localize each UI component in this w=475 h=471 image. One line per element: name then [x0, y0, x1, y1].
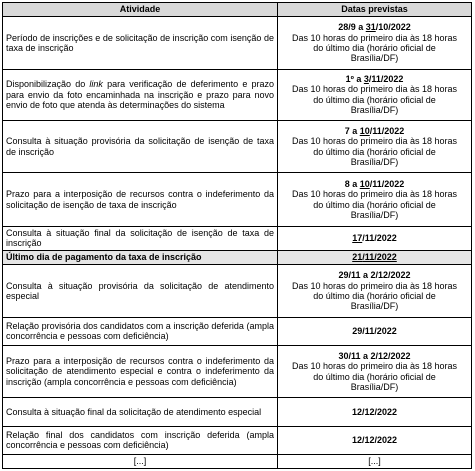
time-line: do último dia (horário oficial de: [313, 290, 436, 301]
date-range: 28/9 a 31/10/2022: [338, 22, 411, 33]
activity-cell: Consulta à situação provisória da solicitação de isenção de taxa de inscrição: [3, 120, 278, 172]
time-line: Brasília/DF): [350, 301, 399, 312]
activity-cell: Relação final dos candidatos com inscrição deferida (ampla concorrência e pessoas com deficiência): [3, 426, 278, 454]
time-line: Brasília/DF): [350, 157, 399, 167]
table-row: [3, 426, 472, 454]
time-line: Brasília/DF): [350, 105, 399, 116]
table-row: [3, 226, 472, 250]
date-cell: [278, 173, 472, 226]
activity-cell: [...]: [3, 454, 278, 468]
table-row: [3, 454, 472, 468]
activity-cell: Consulta à situação final da solicitação de isenção de taxa de inscrição: [3, 226, 278, 250]
schedule-document: [2, 2, 471, 469]
date-cell: [278, 345, 472, 397]
activity-cell: Prazo para a interposição de recursos contra o indeferimento da solicitação de atendimento especial e contra o indeferimento da inscrição (ampla concorrência e pessoas com deficiência): [3, 345, 278, 397]
date-range: 30/11 a 2/12/2022: [338, 350, 411, 361]
time-line: do último dia (horário oficial de: [313, 371, 436, 382]
date-range: 7 a 10/11/2022: [344, 126, 405, 137]
time-line: Das 10 horas do primeiro dia às 18 horas: [291, 280, 458, 291]
table-row: [3, 120, 472, 172]
activity-cell: Disponibilização do link para verificação de deferimento e prazo para envio da foto encaminhada na inscrição e prazo para novo envio de foto que atenda às determinações do sistema: [3, 69, 278, 120]
time-line: Das 10 horas do primeiro dia às 18 horas: [291, 84, 458, 95]
schedule-table: [2, 2, 472, 469]
time-line: do último dia (horário oficial de: [313, 94, 436, 105]
date-range: 8 a 10/11/2022: [344, 179, 405, 190]
time-line: do último dia (horário oficial de: [313, 42, 436, 53]
header-row: [3, 3, 472, 17]
date-cell: 12/12/2022: [278, 398, 472, 426]
time-line: Das 10 horas do primeiro dia às 18 horas: [291, 136, 458, 147]
time-line: Brasília/DF): [350, 381, 399, 392]
activity-cell: Último dia de pagamento da taxa de inscrição: [3, 251, 278, 265]
time-line: Das 10 horas do primeiro dia às 18 horas: [291, 189, 458, 200]
header-dates: Datas previstas: [278, 3, 472, 17]
date-cell: 12/12/2022: [278, 426, 472, 454]
date-range: 29/11 a 2/12/2022: [338, 270, 411, 281]
table-row: [3, 17, 472, 69]
date-value: 17/11/2022: [352, 233, 397, 244]
activity-cell: Consulta à situação provisória da solicitação de atendimento especial: [3, 265, 278, 317]
table-row: [3, 265, 472, 317]
date-value: 21/11/2022: [352, 252, 397, 263]
activity-cell: Prazo para a interposição de recursos contra o indeferimento da solicitação de isenção de taxa de inscrição: [3, 173, 278, 226]
date-cell: 29/11/2022: [278, 317, 472, 345]
date-cell: [278, 69, 472, 120]
time-line: Brasília/DF): [350, 209, 399, 220]
table-row: [3, 398, 472, 426]
date-cell: [278, 265, 472, 317]
table-row: [3, 69, 472, 120]
date-range: 1º a 3/11/2022: [345, 74, 404, 85]
activity-cell: Período de inscrições e de solicitação de inscrição com isenção de taxa de inscrição: [3, 17, 278, 69]
table-row: [3, 317, 472, 345]
table-row: [3, 173, 472, 226]
date-cell: [...]: [278, 454, 472, 468]
date-cell: [278, 226, 472, 250]
table-row-highlight: [3, 251, 472, 265]
date-cell: [278, 17, 472, 69]
activity-cell: Relação provisória dos candidatos com a inscrição deferida (ampla concorrência e pessoas com deficiência): [3, 317, 278, 345]
date-cell: [278, 251, 472, 265]
activity-cell: Consulta à situação final da solicitação de atendimento especial: [3, 398, 278, 426]
time-line: Das 10 horas do primeiro dia às 18 horas: [291, 32, 458, 43]
date-cell: [278, 120, 472, 172]
link-word: link: [89, 79, 103, 90]
time-line: Brasília/DF): [350, 53, 399, 64]
time-line: Das 10 horas do primeiro dia às 18 horas: [291, 361, 458, 372]
table-row: [3, 345, 472, 397]
time-line: do último dia (horário oficial de: [313, 146, 436, 157]
time-line: do último dia (horário oficial de: [313, 199, 436, 210]
header-activity: Atividade: [3, 3, 278, 17]
